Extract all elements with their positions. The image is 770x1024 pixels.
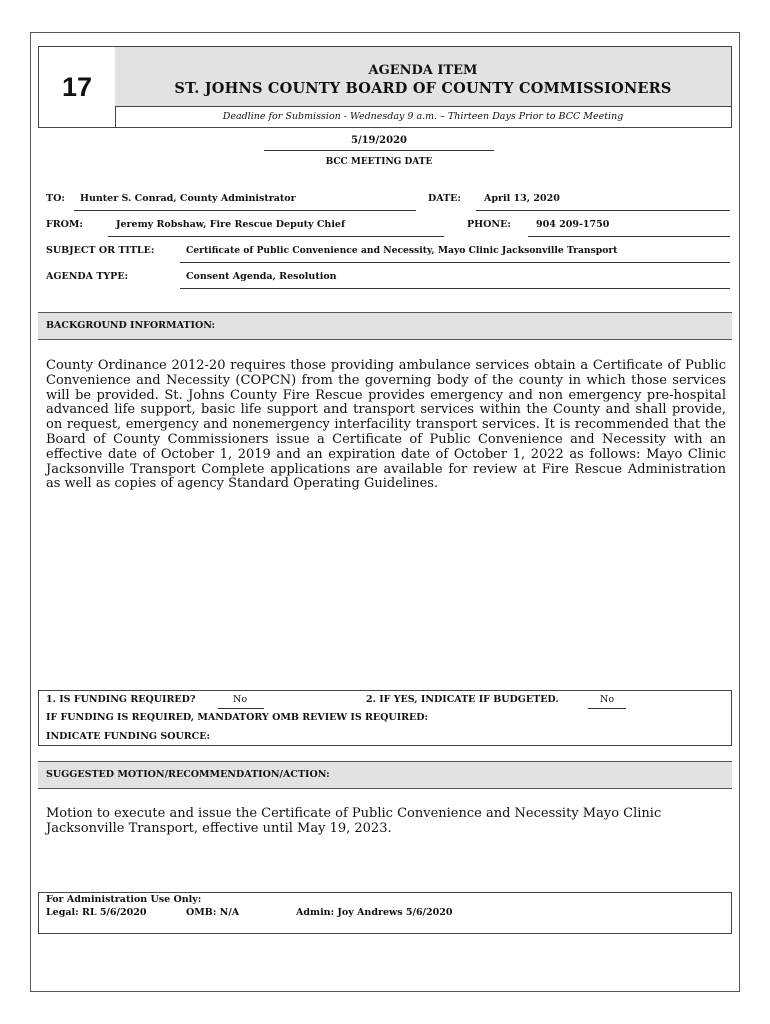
agenda-item-number: 17 — [39, 47, 116, 127]
motion-heading: SUGGESTED MOTION/RECOMMENDATION/ACTION: — [38, 761, 732, 789]
agenda-title-line2: ST. JOHNS COUNTY BOARD OF COUNTY COMMISSIONERS — [174, 80, 672, 97]
background-text: County Ordinance 2012-20 requires those providing ambulance services obtain a Certificate of Public Convenience and Necessity (COPCN) from the governing body of the county in which those services will be provided. St. Johns County Fire Rescue provides emergency and non emergency pre-hospital advanced life support, basic life support and transport services within the County and shall provide, on request, emergency and nonemergency interfacility transport services. It is recommended that the Board of County Commissioners issue a Certificate of Public Convenience and Necessity with an effective date of October 1, 2019 and an expiration date of October 1, 2022 as follows: Mayo Clinic Jacksonville Transport Complete applications are available for review at Fire Rescue Administration as well as copies of agency Standard Operating Guidelines. — [46, 358, 726, 492]
budgeted-underline — [588, 708, 626, 709]
to-value: Hunter S. Conrad, County Administrator — [80, 193, 296, 204]
admin-omb: OMB: N/A — [186, 907, 240, 918]
background-heading: BACKGROUND INFORMATION: — [38, 312, 732, 340]
funding-source-label: INDICATE FUNDING SOURCE: — [46, 731, 210, 742]
admin-legal: Legal: RL 5/6/2020 — [46, 907, 147, 918]
omb-review-note: IF FUNDING IS REQUIRED, MANDATORY OMB REVIEW IS REQUIRED: — [46, 712, 429, 723]
date-label: DATE: — [428, 193, 461, 204]
agenda-type-label: AGENDA TYPE: — [46, 271, 129, 282]
meeting-date-label: BCC MEETING DATE — [325, 157, 433, 167]
budgeted-label: 2. IF YES, INDICATE IF BUDGETED. — [366, 694, 559, 705]
agenda-title — [115, 47, 731, 107]
submission-deadline: Deadline for Submission - Wednesday 9 a.m. – Thirteen Days Prior to BCC Meeting — [222, 111, 624, 122]
subject-label: SUBJECT OR TITLE: — [46, 245, 155, 256]
page-frame — [30, 32, 740, 992]
phone-underline — [528, 236, 730, 237]
meeting-date: 5/19/2020 — [264, 135, 494, 151]
agenda-type-value: Consent Agenda, Resolution — [186, 271, 337, 282]
budgeted-value: No — [600, 694, 615, 705]
date-underline — [476, 210, 730, 211]
admin-heading: For Administration Use Only: — [46, 894, 202, 905]
funding-required-value: No — [233, 694, 248, 705]
to-label: TO: — [46, 193, 65, 204]
phone-value: 904 209-1750 — [536, 219, 610, 230]
agenda-type-underline — [180, 288, 730, 289]
from-value: Jeremy Robshaw, Fire Rescue Deputy Chief — [116, 219, 346, 230]
agenda-header — [38, 46, 732, 128]
admin-signoff: Admin: Joy Andrews 5/6/2020 — [296, 907, 453, 918]
subject-underline — [180, 262, 730, 263]
phone-label: PHONE: — [467, 219, 511, 230]
from-underline — [108, 236, 444, 237]
subject-value: Certificate of Public Convenience and Necessity, Mayo Clinic Jacksonville Transport — [186, 245, 618, 256]
to-underline — [74, 210, 416, 211]
agenda-title-line1: AGENDA ITEM — [368, 63, 478, 78]
motion-text: Motion to execute and issue the Certificate of Public Convenience and Necessity Mayo Clinic Jacksonville Transport, effective until May 19, 2023. — [46, 806, 662, 836]
from-label: FROM: — [46, 219, 83, 230]
funding-required-underline — [218, 708, 264, 709]
date-value: April 13, 2020 — [484, 193, 560, 204]
funding-required-label: 1. IS FUNDING REQUIRED? — [46, 694, 196, 705]
